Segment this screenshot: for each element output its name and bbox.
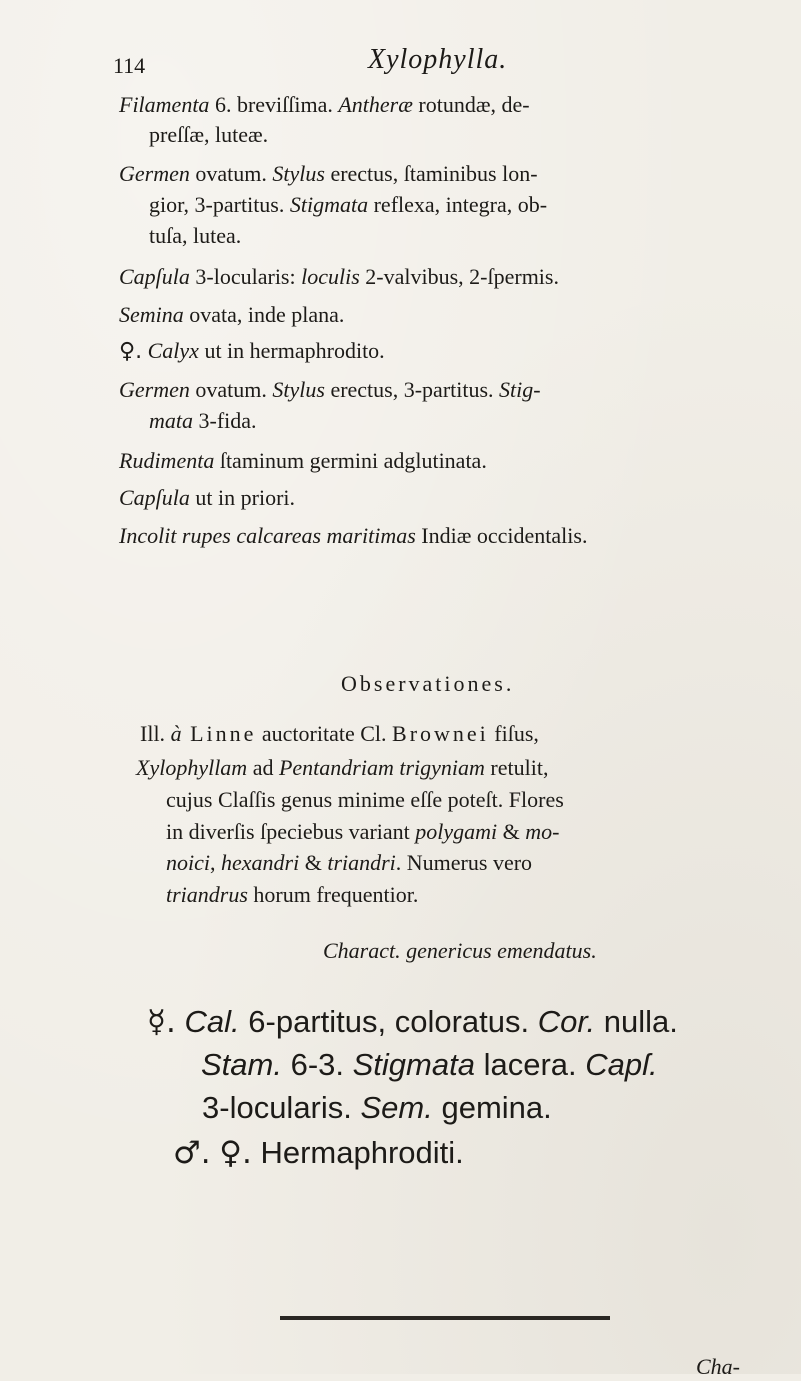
desc-line-13: Incolit rupes calcareas maritimas Indiæ occidentalis.: [119, 523, 588, 548]
obs-line-2: Xylophyllam ad Pentandriam trigyniam retulit,: [136, 755, 549, 780]
divider-rule: [280, 1316, 610, 1320]
char-line-2: Stam. 6-3. Stigmata lacera. Capſ.: [201, 1047, 658, 1082]
desc-line-6: Capſula 3-locularis: loculis 2-valvibus, 2-ſpermis.: [119, 264, 559, 289]
desc-line-4: gior, 3-partitus. Stigmata reflexa, integra, ob-: [149, 192, 548, 217]
desc-line-3: Germen ovatum. Stylus erectus, ſtaminibus lon-: [119, 161, 538, 186]
observations-heading: Observationes.: [341, 671, 515, 696]
char-line-4: ♂. ♀. Hermaphroditi.: [173, 1135, 464, 1171]
character-heading: Charact. genericus emendatus.: [323, 938, 597, 963]
desc-line-10: mata 3-fida.: [149, 408, 257, 433]
obs-line-1: Ill. à Linne auctoritate Cl. Brownei fiſus,: [140, 721, 539, 746]
obs-line-4: in diverſis ſpeciebus variant polygami & mo-: [166, 819, 560, 844]
catchword: Cha-: [696, 1354, 740, 1379]
male-symbol-icon: ♂.: [173, 1135, 211, 1171]
desc-line-8: ♀. Calyx ut in hermaphrodito.: [119, 338, 385, 364]
desc-line-11: Rudimenta ſtaminum germini adglutinata.: [119, 448, 487, 473]
running-head: Xylophylla.: [368, 44, 508, 75]
desc-line-2: preſſæ, luteæ.: [149, 122, 269, 147]
desc-line-7: Semina ovata, inde plana.: [119, 302, 345, 327]
page-number: 114: [113, 53, 146, 78]
char-line-3: 3-locularis. Sem. gemina.: [202, 1090, 552, 1125]
obs-line-6: triandrus horum frequentior.: [166, 882, 419, 907]
desc-line-12: Capſula ut in priori.: [119, 485, 296, 510]
hermaphrodite-symbol-icon: ☿.: [147, 1004, 176, 1040]
desc-line-9: Germen ovatum. Stylus erectus, 3-partitus. Stig-: [119, 377, 541, 402]
desc-line-1: Filamenta 6. breviſſima. Antheræ rotundæ, de-: [119, 92, 530, 117]
obs-line-5: noici, hexandri & triandri. Numerus vero: [166, 850, 533, 875]
desc-line-5: tuſa, lutea.: [149, 223, 242, 248]
female-symbol-icon: ♀.: [119, 339, 143, 364]
char-line-1: ☿. Cal. 6-partitus, coloratus. Cor. nulla.: [147, 1004, 678, 1040]
obs-line-3: cujus Claſſis genus minime eſſe poteſt. Flores: [166, 787, 564, 812]
female-symbol-icon: ♀.: [219, 1135, 252, 1171]
